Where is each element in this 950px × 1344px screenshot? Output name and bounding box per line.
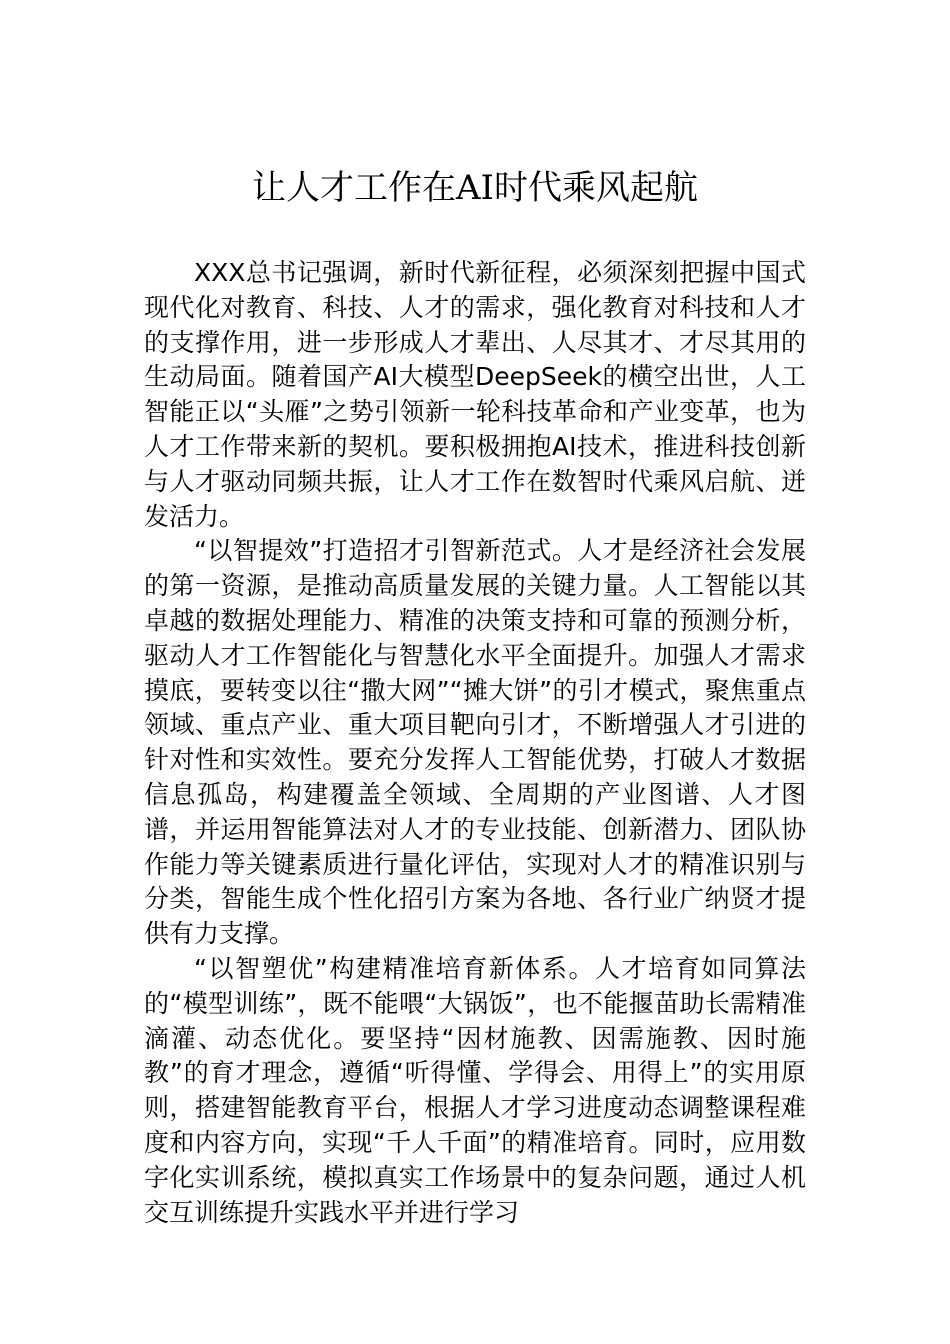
paragraph: “以智提效”打造招才引智新范式。人才是经济社会发展的第一资源，是推动高质量发展的关键力量。人工智能以其卓越的数据处理能力、精准的决策支持和可靠的预测分析，驱动人才工作智能化与智慧化水平全面提升。加强人才需求摸底，要转变以往“撒大网”“摊大饼”的引才模式，聚焦重点领域、重点产业、重大项目靶向引才，不断增强人才引进的针对性和实效性。要充分发挥人工智能优势，打破人才数据信息孤岛，构建覆盖全领域、全周期的产业图谱、人才图谱，并运用智能算法对人才的专业技能、创新潜力、团队协作能力等关键素质进行量化评估，实现对人才的精准识别与分类，智能生成个性化招引方案为各地、各行业广纳贤才提供有力支撑。: [144, 536, 806, 949]
paragraph: “以智塑优”构建精准培育新体系。人才培育如同算法的“模型训练”，既不能喂“大锅饭”，也不能揠苗助长需精准滴灌、动态优化。要坚持“因材施教、因需施教、因时施教”的育才理念，遵循“听得懂、学得会、用得上”的实用原则，搭建智能教育平台，根据人才学习进度动态调整课程难度和内容方向，实现“千人千面”的精准培育。同时，应用数字化实训系统，模拟真实工作场景中的复杂问题，通过人机交互训练提升实践水平并进行学习: [144, 953, 806, 1227]
paragraph: XXX总书记强调，新时代新征程，必须深刻把握中国式现代化对教育、科技、人才的需求，强化教育对科技和人才的支撑作用，进一步形成人才辈出、人尽其才、才尽其用的生动局面。随着国产AI大模型DeepSeek的横空出世，人工智能正以“头雁”之势引领新一轮科技革命和产业变革，也为人才工作带来新的契机。要积极拥抱AI技术，推进科技创新与人才驱动同频共振，让人才工作在数智时代乘风启航、迸发活力。: [144, 258, 806, 531]
document-body: [144, 256, 806, 1230]
document-title: 让人才工作在AI时代乘风起航: [252, 168, 698, 208]
